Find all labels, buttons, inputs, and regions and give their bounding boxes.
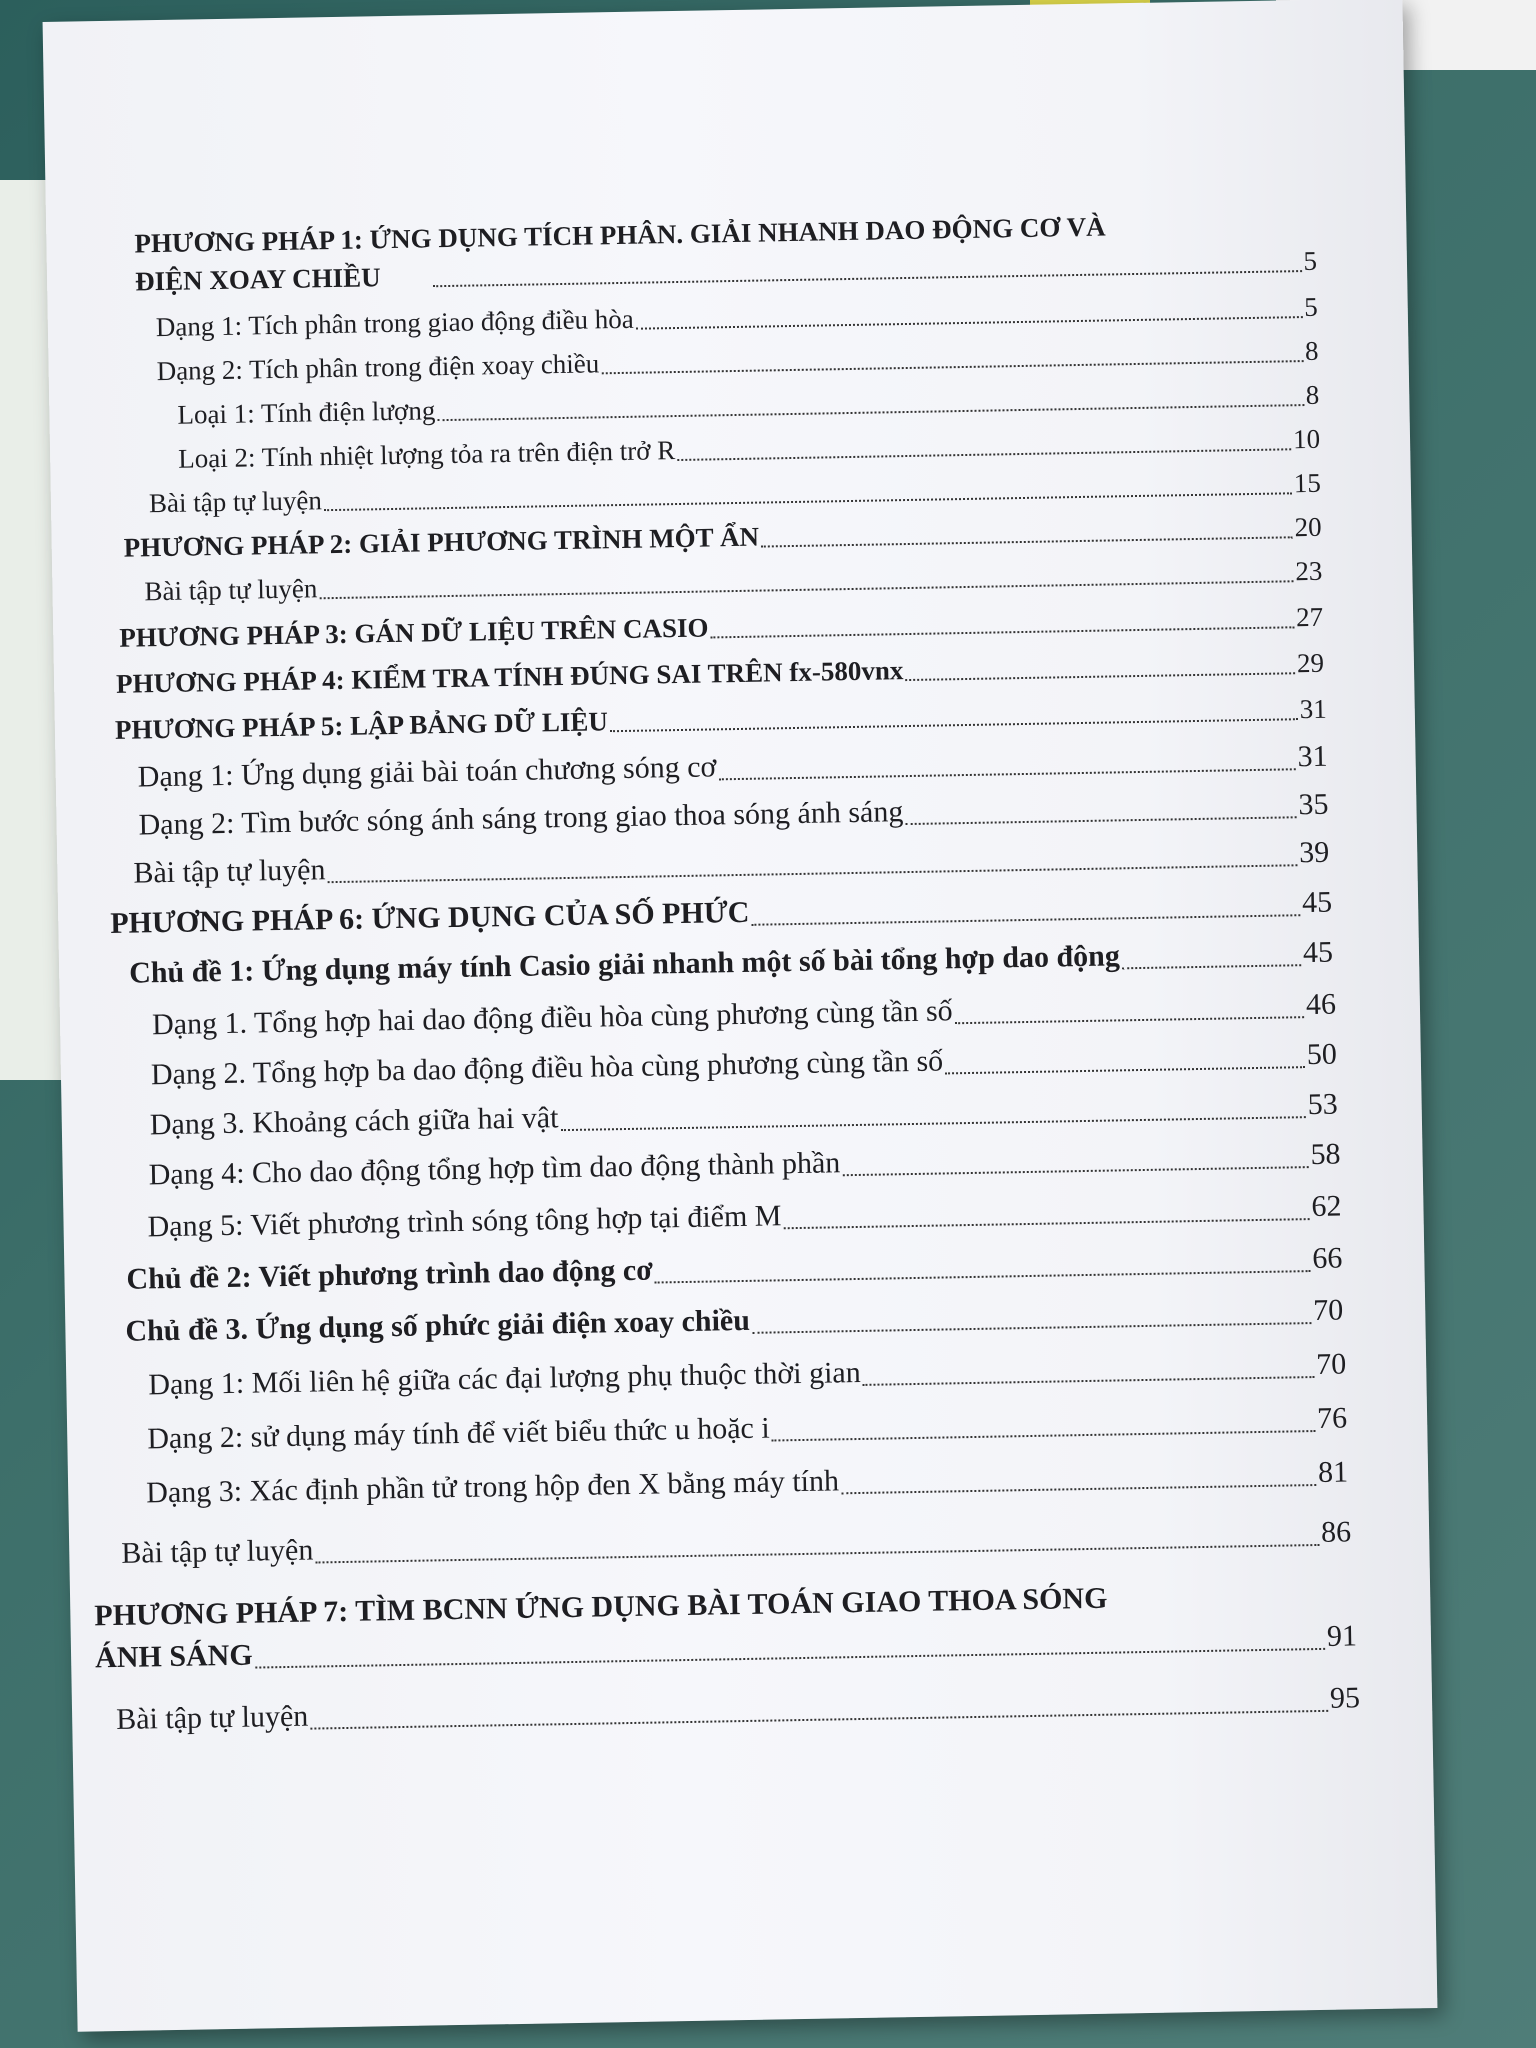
toc-entry-title: Dạng 4: Cho dao động tổng hợp tìm dao động thành phần <box>148 1146 841 1192</box>
toc-leader <box>255 1647 1325 1668</box>
toc-entry-title: Chủ đề 3. Ứng dụng số phức giải điện xoay chiều <box>125 1303 751 1348</box>
toc-entry[interactable] <box>148 1347 1346 1402</box>
toc-entry-title: Chủ đề 1: Ứng dụng máy tính Casio giải nhanh một số bài tổng hợp dao động <box>128 939 1121 990</box>
toc-entry-title: Dạng 1: Mối liên hệ giữa các đại lượng phụ thuộc thời gian <box>148 1355 861 1402</box>
toc-entry-page: 58 <box>1310 1137 1341 1172</box>
toc-leader <box>610 718 1298 732</box>
table-of-contents <box>43 0 1438 2032</box>
toc-entry-title: PHƯƠNG PHÁP 3: GÁN DỮ LIỆU TRÊN CASIO <box>119 612 709 653</box>
toc-leader <box>561 1116 1306 1131</box>
toc-entry-page: 29 <box>1296 647 1325 679</box>
toc-entry-title: Dạng 5: Viết phương trình sóng tông hợp tại điểm M <box>147 1199 782 1244</box>
toc-leader <box>784 1218 1310 1229</box>
toc-leader <box>842 1166 1308 1176</box>
toc-entry-title: ĐIỆN XOAY CHIỀU <box>134 262 381 297</box>
toc-entry-title: Dạng 3: Xác định phần tử trong hộp đen X bằng máy tính <box>145 1464 840 1510</box>
toc-entry-title: Bài tập tự luyện <box>115 1699 309 1736</box>
toc-entry-page: 31 <box>1299 693 1328 725</box>
toc-entry-title: Loại 1: Tính điện lượng <box>177 395 436 430</box>
toc-entry-title: Dạng 1: Tích phân trong giao động điều hòa <box>155 303 635 343</box>
toc-entry-page: 50 <box>1306 1037 1338 1072</box>
toc-entry-page: 76 <box>1316 1401 1348 1435</box>
toc-entry-title: PHƯƠNG PHÁP 1: ỨNG DỤNG TÍCH PHÂN. GIẢI NHANH DAO ĐỘNG CƠ VÀ <box>134 211 1106 259</box>
toc-entry[interactable] <box>178 424 1320 475</box>
toc-leader <box>752 1322 1311 1334</box>
toc-leader <box>719 768 1296 780</box>
toc-entry-title: Dạng 2: Tìm bước sóng ánh sáng trong giao thoa sóng ánh sáng <box>138 795 904 842</box>
toc-entry-page: 8 <box>1305 379 1320 411</box>
toc-entry-page: 23 <box>1295 555 1323 587</box>
toc-leader <box>677 448 1291 461</box>
toc-entry-page: 5 <box>1303 245 1318 277</box>
toc-entry-title: Dạng 1: Ứng dụng giải bài toán chương sóng cơ <box>137 750 717 794</box>
toc-entry-page: 45 <box>1301 885 1333 920</box>
toc-entry[interactable] <box>115 694 1327 746</box>
toc-entry[interactable] <box>156 336 1318 387</box>
toc-entry-page: 27 <box>1295 601 1324 633</box>
toc-leader <box>601 360 1303 374</box>
toc-entry-title: PHƯƠNG PHÁP 2: GIẢI PHƯƠNG TRÌNH MỘT ẨN <box>123 521 760 563</box>
toc-entry-page: 15 <box>1293 467 1322 499</box>
toc-entry[interactable] <box>116 648 1324 700</box>
toc-entry-page: 20 <box>1294 511 1322 543</box>
toc-entry[interactable] <box>110 886 1332 942</box>
toc-entry-page: 45 <box>1302 935 1334 970</box>
toc-leader <box>316 1543 1320 1563</box>
toc-leader <box>636 316 1303 330</box>
toc-entry-page: 70 <box>1315 1347 1347 1381</box>
toc-entry-page: 62 <box>1311 1189 1342 1224</box>
toc-leader <box>433 270 1302 287</box>
toc-leader <box>905 672 1295 681</box>
toc-entry-title: Dạng 2. Tổng hợp ba dao động điều hòa cùng phương cùng tần số <box>150 1044 944 1092</box>
toc-entry[interactable] <box>147 1190 1341 1245</box>
toc-leader <box>437 404 1304 421</box>
toc-leader <box>945 1066 1305 1074</box>
toc-leader <box>320 580 1294 599</box>
toc-entry-page: 39 <box>1298 835 1330 870</box>
toc-entry[interactable] <box>116 1681 1360 1737</box>
toc-leader <box>310 1709 1328 1729</box>
toc-entry[interactable] <box>151 1038 1337 1093</box>
toc-entry[interactable] <box>119 602 1323 654</box>
toc-leader <box>863 1376 1315 1386</box>
toc-entry[interactable] <box>138 788 1328 843</box>
toc-entry[interactable] <box>149 468 1321 519</box>
toc-entry[interactable] <box>144 556 1322 608</box>
toc-entry[interactable] <box>126 1242 1342 1298</box>
toc-entry-page: 95 <box>1329 1681 1361 1715</box>
toc-entry-title: PHƯƠNG PHÁP 7: TÌM BCNN ỨNG DỤNG BÀI TOÁN GIAO THOA SÓNG <box>94 1581 1108 1633</box>
toc-entry-title: ÁNH SÁNG <box>94 1638 253 1675</box>
toc-entry-page: 10 <box>1292 423 1321 455</box>
toc-entry-title: Bài tập tự luyện <box>144 573 318 607</box>
toc-leader <box>772 1430 1316 1441</box>
toc-entry[interactable] <box>177 380 1319 431</box>
toc-entry-page: 5 <box>1303 291 1318 323</box>
toc-entry[interactable] <box>148 1138 1340 1193</box>
toc-entry-title: Dạng 2: Tích phân trong điện xoay chiều <box>156 348 600 387</box>
toc-entry[interactable] <box>146 1455 1348 1510</box>
toc-entry-title: Loại 2: Tính nhiệt lượng tỏa ra trên điện trở R <box>177 435 676 474</box>
toc-leader <box>328 864 1298 883</box>
toc-entry[interactable] <box>123 512 1321 564</box>
toc-entry-title: PHƯƠNG PHÁP 5: LẬP BẢNG DỮ LIỆU <box>114 706 609 745</box>
toc-entry-title: Dạng 2: sử dụng máy tính để viết biểu thức u hoặc i <box>147 1411 770 1456</box>
toc-entry[interactable] <box>133 836 1329 891</box>
book-page <box>43 0 1438 2032</box>
toc-entry-page: 66 <box>1312 1241 1343 1276</box>
toc-entry-page: 31 <box>1297 739 1328 774</box>
toc-entry[interactable] <box>156 292 1318 343</box>
toc-entry-page: 8 <box>1304 335 1319 367</box>
toc-entry[interactable] <box>137 740 1327 795</box>
toc-leader <box>841 1484 1316 1494</box>
toc-entry[interactable] <box>150 1088 1338 1143</box>
toc-entry-page: 81 <box>1317 1455 1349 1489</box>
toc-entry[interactable] <box>152 988 1336 1043</box>
toc-entry-title: PHƯƠNG PHÁP 6: ỨNG DỤNG CỦA SỐ PHỨC <box>110 895 750 940</box>
toc-leader <box>711 626 1295 638</box>
toc-entry-title: PHƯƠNG PHÁP 4: KIỂM TRA TÍNH ĐÚNG SAI TRÊN fx-580vnx <box>115 655 904 699</box>
toc-entry-title: Dạng 3. Khoảng cách giữa hai vật <box>149 1101 559 1142</box>
toc-leader <box>905 816 1296 825</box>
toc-entry[interactable] <box>147 1401 1347 1456</box>
toc-entry[interactable] <box>125 1294 1343 1350</box>
toc-leader <box>752 914 1301 926</box>
toc-leader <box>761 536 1293 547</box>
toc-entry-page: 35 <box>1298 787 1329 822</box>
toc-entry-page: 91 <box>1326 1619 1358 1653</box>
toc-entry-page: 53 <box>1307 1087 1338 1122</box>
toc-entry-title: Bài tập tự luyện <box>133 853 326 890</box>
toc-leader <box>955 1016 1304 1024</box>
toc-leader <box>1122 964 1301 969</box>
toc-entry[interactable] <box>129 936 1333 992</box>
toc-entry-title: Bài tập tự luyện <box>148 485 323 519</box>
toc-entry[interactable] <box>121 1515 1351 1571</box>
toc-entry-title: Chủ đề 2: Viết phương trình dao động cơ <box>126 1253 654 1296</box>
toc-leader <box>324 492 1292 511</box>
toc-entry-page: 70 <box>1312 1293 1344 1328</box>
toc-entry-page: 46 <box>1305 987 1337 1022</box>
toc-entry-title: Bài tập tự luyện <box>121 1533 314 1570</box>
toc-entry-page: 86 <box>1320 1515 1352 1549</box>
toc-entry-title: Dạng 1. Tổng hợp hai dao động điều hòa cùng phương cùng tần số <box>151 994 953 1042</box>
toc-leader <box>655 1270 1311 1283</box>
